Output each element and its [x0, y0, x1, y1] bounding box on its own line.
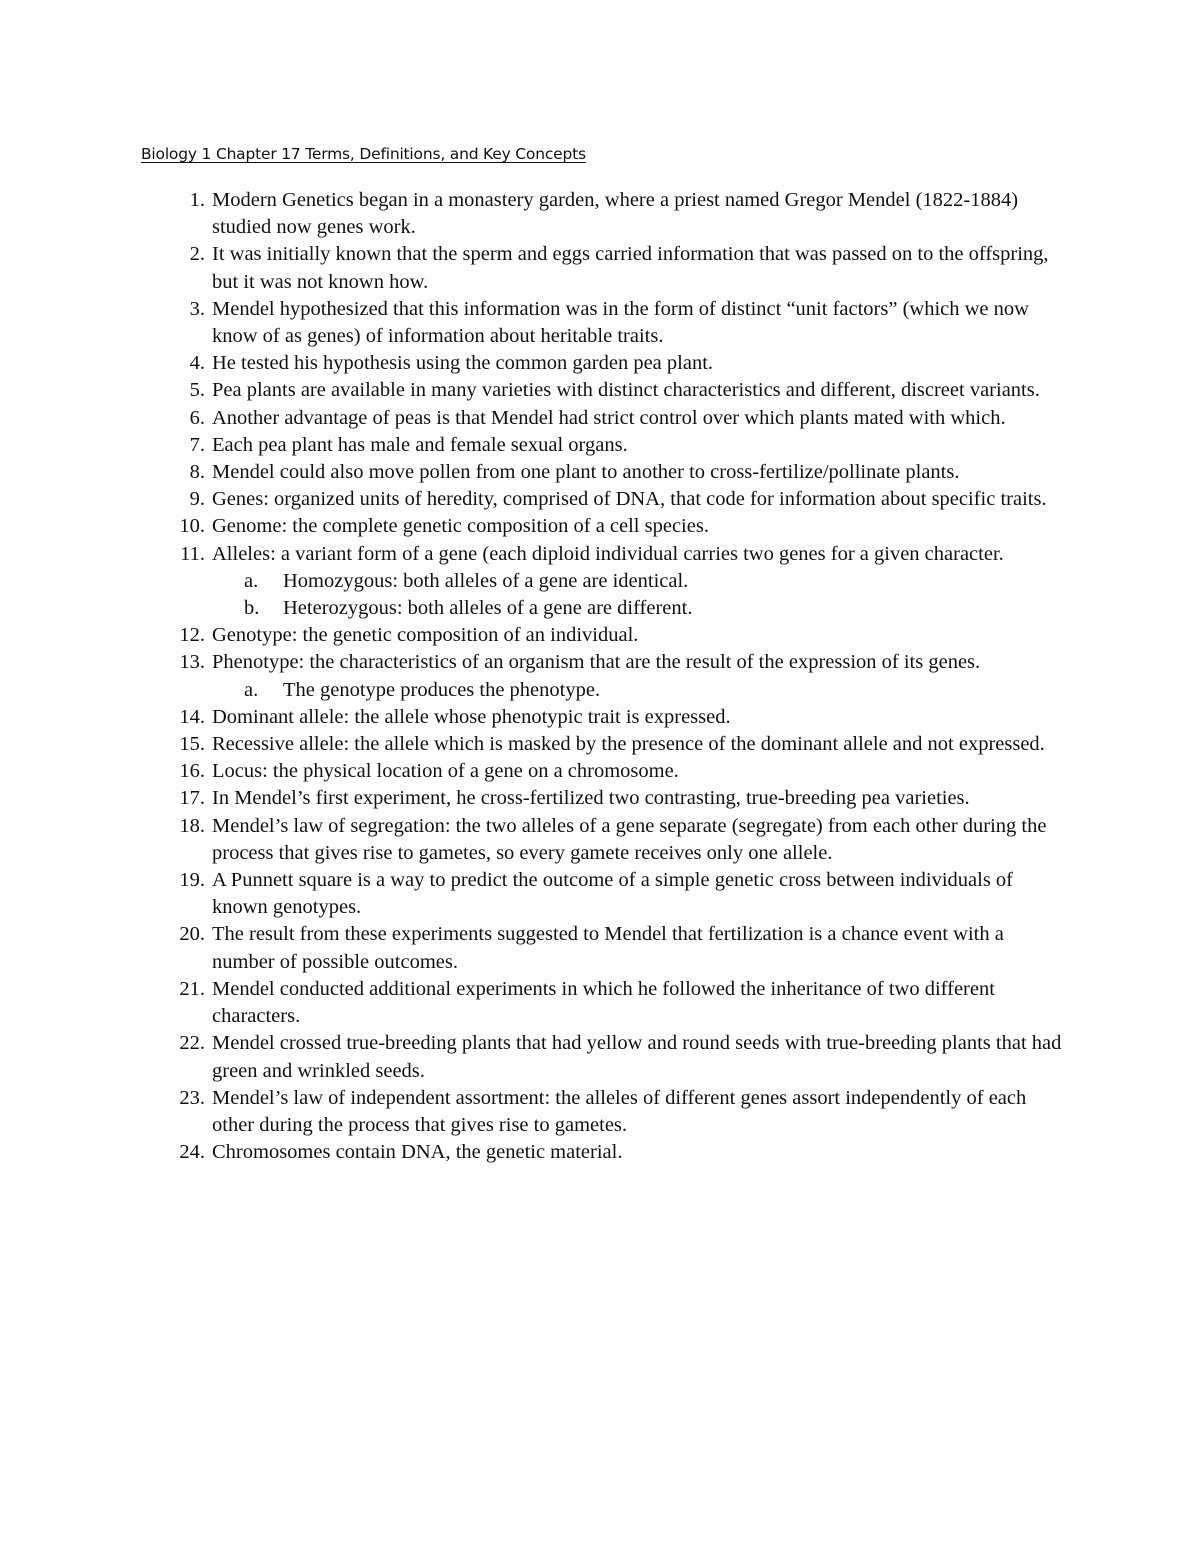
term-list: [141, 187, 1071, 1166]
list-item: [141, 241, 1071, 295]
list-item-text: Dominant allele: the allele whose phenotypic trait is expressed.: [212, 705, 731, 728]
list-item-number: 7.: [189, 433, 205, 456]
list-item-text: Mendel conducted additional experiments in which he followed the inheritance of two different characters.: [212, 977, 995, 1028]
list-item: [141, 513, 1071, 540]
list-item: [141, 704, 1071, 731]
list-item-number: 11.: [180, 542, 205, 565]
list-item-number: 5.: [189, 379, 205, 402]
list-item: [141, 459, 1071, 486]
list-item-number: 8.: [189, 461, 205, 484]
list-item-text: Mendel hypothesized that this information was in the form of distinct “unit factors” (which we now know of as genes) of information about heritable traits.: [212, 297, 1029, 348]
list-item: [141, 432, 1071, 459]
document-title: Biology 1 Chapter 17 Terms, Definitions, and Key Concepts: [141, 145, 586, 163]
sub-list-item-letter: b.: [244, 597, 260, 620]
sub-list: [212, 677, 1071, 704]
list-item-number: 10.: [179, 515, 205, 538]
list-item: [141, 486, 1071, 513]
list-item-text: Chromosomes contain DNA, the genetic material.: [212, 1141, 623, 1164]
list-item-text: Mendel could also move pollen from one plant to another to cross-fertilize/pollinate plants.: [212, 461, 960, 484]
list-item-text: Another advantage of peas is that Mendel had strict control over which plants mated with which.: [212, 406, 1006, 429]
sub-list: [212, 568, 1071, 622]
list-item: [141, 622, 1071, 649]
list-item-text: Phenotype: the characteristics of an organism that are the result of the expression of its genes.: [212, 651, 981, 674]
sub-list-item: [212, 677, 1071, 704]
list-item-number: 23.: [179, 1086, 205, 1109]
list-item-number: 15.: [179, 733, 205, 756]
list-item-number: 6.: [189, 406, 205, 429]
list-item-number: 19.: [179, 869, 205, 892]
list-item-number: 2.: [189, 243, 205, 266]
list-item: [141, 1030, 1071, 1084]
list-item-number: 17.: [179, 787, 205, 810]
list-item: [141, 541, 1071, 623]
list-item-number: 24.: [179, 1141, 205, 1164]
list-item-text: In Mendel’s first experiment, he cross-fertilized two contrasting, true-breeding pea varieties.: [212, 787, 970, 810]
list-item: [141, 867, 1071, 921]
list-item-text: It was initially known that the sperm and eggs carried information that was passed on to the offspring, but it was not known how.: [212, 243, 1049, 293]
list-item-number: 18.: [179, 814, 205, 837]
list-item-text: He tested his hypothesis using the common garden pea plant.: [212, 352, 714, 375]
list-item-number: 16.: [179, 760, 205, 783]
list-item-text: Recessive allele: the allele which is masked by the presence of the dominant allele and not expressed.: [212, 733, 1045, 756]
list-item: [141, 187, 1071, 241]
list-item-text: Genes: organized units of heredity, comprised of DNA, that code for information about specific traits.: [212, 488, 1047, 511]
list-item: [141, 649, 1071, 703]
sub-list-item-text: Heterozygous: both alleles of a gene are different.: [283, 597, 693, 620]
sub-list-item: [212, 595, 1071, 622]
sub-list-item-letter: a.: [244, 678, 259, 701]
list-item: [141, 731, 1071, 758]
list-item: [141, 758, 1071, 785]
sub-list-item-text: Homozygous: both alleles of a gene are identical.: [283, 569, 689, 592]
sub-list-item: [212, 568, 1071, 595]
list-item: [141, 921, 1071, 975]
list-item-text: Pea plants are available in many varieties with distinct characteristics and different, discreet variants.: [212, 379, 1040, 402]
list-item-text: Mendel crossed true-breeding plants that had yellow and round seeds with true-breeding plants that had green and wrinkled seeds.: [212, 1032, 1062, 1082]
list-item-number: 13.: [179, 651, 205, 674]
list-item-text: Each pea plant has male and female sexual organs.: [212, 433, 628, 456]
list-item-text: Genome: the complete genetic composition of a cell species.: [212, 515, 709, 538]
list-item-text: Alleles: a variant form of a gene (each diploid individual carries two genes for a given character.: [212, 542, 1004, 565]
list-item-text: Mendel’s law of independent assortment: the alleles of different genes assort independently of each other during the process that gives rise to gametes.: [212, 1086, 1027, 1136]
list-item-text: The result from these experiments suggested to Mendel that fertilization is a chance event with a number of possible outcomes.: [212, 923, 1004, 973]
list-item: [141, 1139, 1071, 1166]
list-item-number: 9.: [189, 488, 205, 511]
list-item: [141, 350, 1071, 377]
list-item-text: A Punnett square is a way to predict the outcome of a simple genetic cross between individuals of known genotypes.: [212, 869, 1014, 919]
list-item: [141, 405, 1071, 432]
list-item: [141, 813, 1071, 867]
list-item-number: 20.: [179, 923, 205, 946]
sub-list-item-text: The genotype produces the phenotype.: [283, 678, 601, 701]
list-item-number: 1.: [189, 189, 205, 211]
list-item-text: Modern Genetics began in a monastery garden, where a priest named Gregor Mendel (1822-1884) studied now genes work.: [212, 189, 1019, 239]
list-item: [141, 296, 1071, 350]
list-item-text: Locus: the physical location of a gene on a chromosome.: [212, 760, 679, 783]
list-item-number: 3.: [189, 297, 205, 320]
list-item-number: 21.: [179, 977, 205, 1000]
list-item-text: Genotype: the genetic composition of an individual.: [212, 624, 639, 647]
list-item-number: 4.: [189, 352, 205, 375]
list-item: [141, 976, 1071, 1030]
list-item-number: 12.: [179, 624, 205, 647]
list-item-number: 22.: [179, 1032, 205, 1055]
list-item: [141, 785, 1071, 812]
list-item: [141, 377, 1071, 404]
list-item: [141, 1085, 1071, 1139]
list-item-text: Mendel’s law of segregation: the two alleles of a gene separate (segregate) from each other during the process that gives rise to gametes, so every gamete receives only one allele.: [212, 814, 1047, 864]
sub-list-item-letter: a.: [244, 569, 259, 592]
list-item-number: 14.: [179, 705, 205, 728]
